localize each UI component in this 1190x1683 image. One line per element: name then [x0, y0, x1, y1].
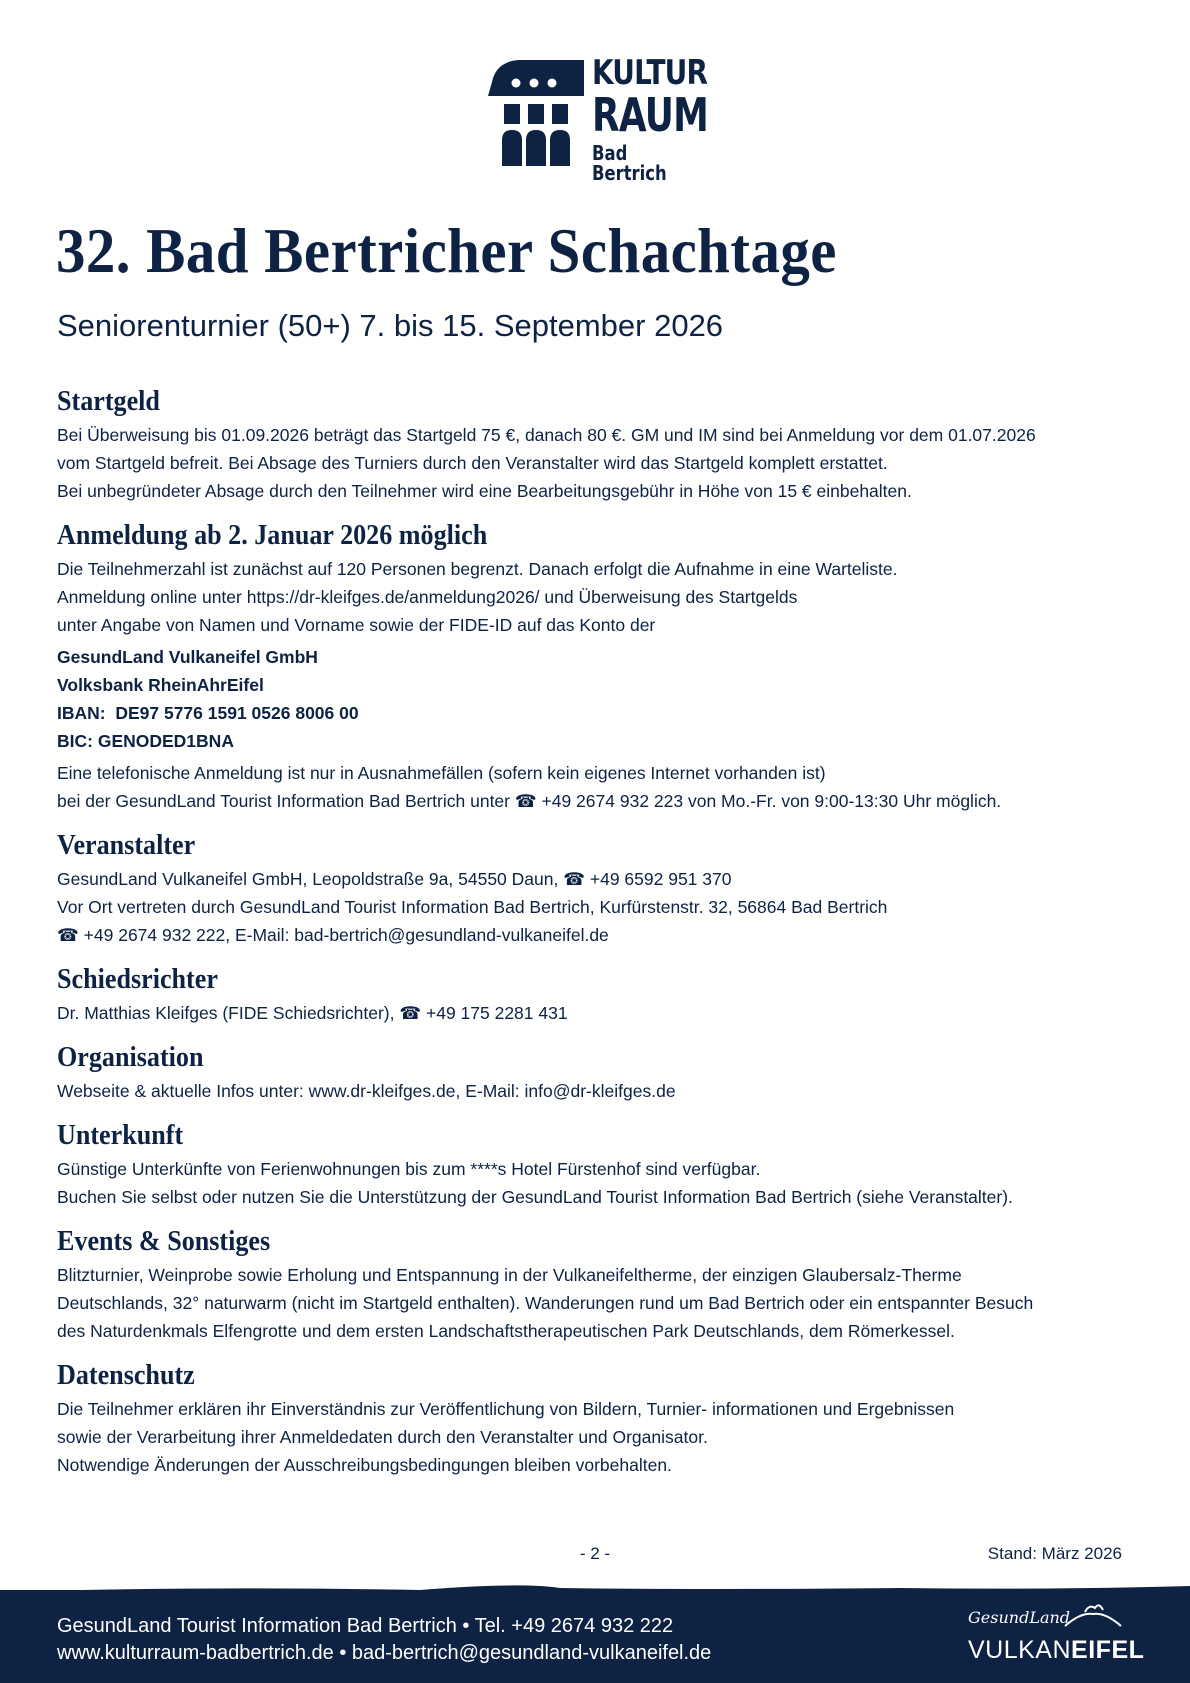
- section-startgeld: [57, 384, 1137, 505]
- vulkaneifel-wordmark: [968, 1636, 1144, 1665]
- text-line: Anmeldung online unter https://dr-kleifges.de/anmeldung2026/ und Überweisung des Startgelds: [57, 587, 798, 607]
- vulkaneifel-logo: [968, 1602, 1145, 1672]
- kulturraum-logo: [488, 53, 709, 185]
- text-line: Notwendige Änderungen der Ausschreibungsbedingungen bleiben vorbehalten.: [57, 1455, 672, 1475]
- section-heading: Unterkunft: [57, 1119, 184, 1151]
- section-heading: Organisation: [57, 1041, 204, 1073]
- text-line: vom Startgeld befreit. Bei Absage des Turniers durch den Veranstalter wird das Startgeld komplett erstattet.: [57, 453, 888, 473]
- text-line: sowie der Verarbeitung ihrer Anmeldedaten durch den Veranstalter und Organisator.: [57, 1427, 708, 1447]
- text-line: Günstige Unterkünfte von Ferienwohnungen bis zum ****s Hotel Fürstenhof sind verfügbar.: [57, 1159, 761, 1179]
- logo-line-2: RAUM: [592, 88, 709, 142]
- text-line: bei der GesundLand Tourist Information Bad Bertrich unter ☎ +49 2674 932 223 von Mo.-Fr. von 9:00-13:30 Uhr möglich.: [57, 791, 1002, 811]
- text-line: Dr. Matthias Kleifges (FIDE Schiedsrichter), ☎ +49 175 2281 431: [57, 1003, 568, 1023]
- wordmark-part-2: EIFEL: [1071, 1636, 1145, 1664]
- text-line: unter Angabe von Namen und Vorname sowie der FIDE-ID auf das Konto der: [57, 615, 656, 635]
- text-line: Bei Überweisung bis 01.09.2026 beträgt das Startgeld 75 €, danach 80 €. GM und IM sind bei Anmeldung vor dem 01.07.2026: [57, 425, 1036, 445]
- bank-name: Volksbank RheinAhrEifel: [57, 675, 264, 695]
- vulkaneifel-script: GesundLand: [968, 1608, 1071, 1627]
- bank-iban: IBAN: DE97 5776 1591 0526 8006 00: [57, 703, 359, 723]
- text-line: Eine telefonische Anmeldung ist nur in Ausnahmefällen (sofern kein eigenes Internet vorhanden ist): [57, 763, 826, 783]
- section-schiedsrichter: [57, 962, 1137, 1027]
- footer-contact-line: GesundLand Tourist Information Bad Bertrich • Tel. +49 2674 932 222: [57, 1615, 674, 1637]
- footer-web-line: www.kulturraum-badbertrich.de • bad-bertrich@gesundland-vulkaneifel.de: [57, 1642, 712, 1664]
- section-organisation: [57, 1040, 1137, 1105]
- wordmark-part-1: VULKAN: [968, 1636, 1072, 1664]
- volcano-icon: [1063, 1602, 1123, 1628]
- section-heading: Veranstalter: [57, 829, 196, 861]
- section-datenschutz: [57, 1358, 1137, 1479]
- text-line: Buchen Sie selbst oder nutzen Sie die Unterstützung der GesundLand Tourist Information Bad Bertrich (siehe Veranstalter).: [57, 1187, 1013, 1207]
- text-line: des Naturdenkmals Elfengrotte und dem ersten Landschaftstherapeutischen Park Deutschlands, dem Römerkessel.: [57, 1321, 955, 1341]
- text-line: Die Teilnehmerzahl ist zunächst auf 120 Personen begrenzt. Danach erfolgt die Aufnahme in eine Warteliste.: [57, 559, 898, 579]
- revision-date: Stand: März 2026: [987, 1544, 1122, 1563]
- section-heading: Schiedsrichter: [57, 963, 218, 995]
- text-line: Vor Ort vertreten durch GesundLand Tourist Information Bad Bertrich, Kurfürstenstr. 32, 56864 Bad Bertrich: [57, 897, 888, 917]
- text-line: Bei unbegründeter Absage durch den Teilnehmer wird eine Bearbeitungsgebühr in Höhe von 15 € einbehalten.: [57, 481, 912, 501]
- text-line: Blitzturnier, Weinprobe sowie Erholung und Entspannung in der Vulkaneifeltherme, der einzigen Glaubersalz-Therme: [57, 1265, 962, 1285]
- bank-account-holder: GesundLand Vulkaneifel GmbH: [57, 647, 318, 667]
- logo-line-1: KULTUR: [592, 53, 708, 93]
- section-heading: Startgeld: [57, 385, 160, 417]
- text-line: Die Teilnehmer erklären ihr Einverständnis zur Veröffentlichung von Bildern, Turnier- informationen und Ergebnissen: [57, 1399, 955, 1419]
- logo-line-3: Bad Bertrich: [592, 141, 667, 185]
- section-unterkunft: [57, 1118, 1137, 1211]
- section-heading: Anmeldung ab 2. Januar 2026 möglich: [57, 519, 488, 551]
- page-title: 32. Bad Bertricher Schachtage: [56, 215, 837, 286]
- page-number: - 2 -: [579, 1544, 611, 1563]
- page-subtitle: Seniorenturnier (50+) 7. bis 15. September 2026: [57, 308, 724, 343]
- text-line: Deutschlands, 32° naturwarm (nicht im Startgeld enthalten). Wanderungen rund um Bad Bertrich oder ein entspannter Besuch: [57, 1293, 1034, 1313]
- document-body: [57, 384, 1137, 1492]
- section-anmeldung: [57, 518, 1137, 815]
- text-line: Webseite & aktuelle Infos unter: www.dr-kleifges.de, E-Mail: info@dr-kleifges.de: [57, 1081, 676, 1101]
- section-heading: Events & Sonstiges: [57, 1225, 271, 1257]
- text-line: GesundLand Vulkaneifel GmbH, Leopoldstraße 9a, 54550 Daun, ☎ +49 6592 951 370: [57, 869, 732, 889]
- text-line: ☎ +49 2674 932 222, E-Mail: bad-bertrich@gesundland-vulkaneifel.de: [57, 925, 609, 945]
- section-events: [57, 1224, 1137, 1345]
- section-heading: Datenschutz: [57, 1359, 195, 1391]
- bank-bic: BIC: GENODED1BNA: [57, 731, 234, 751]
- section-veranstalter: [57, 828, 1137, 949]
- building-icon: [488, 56, 588, 166]
